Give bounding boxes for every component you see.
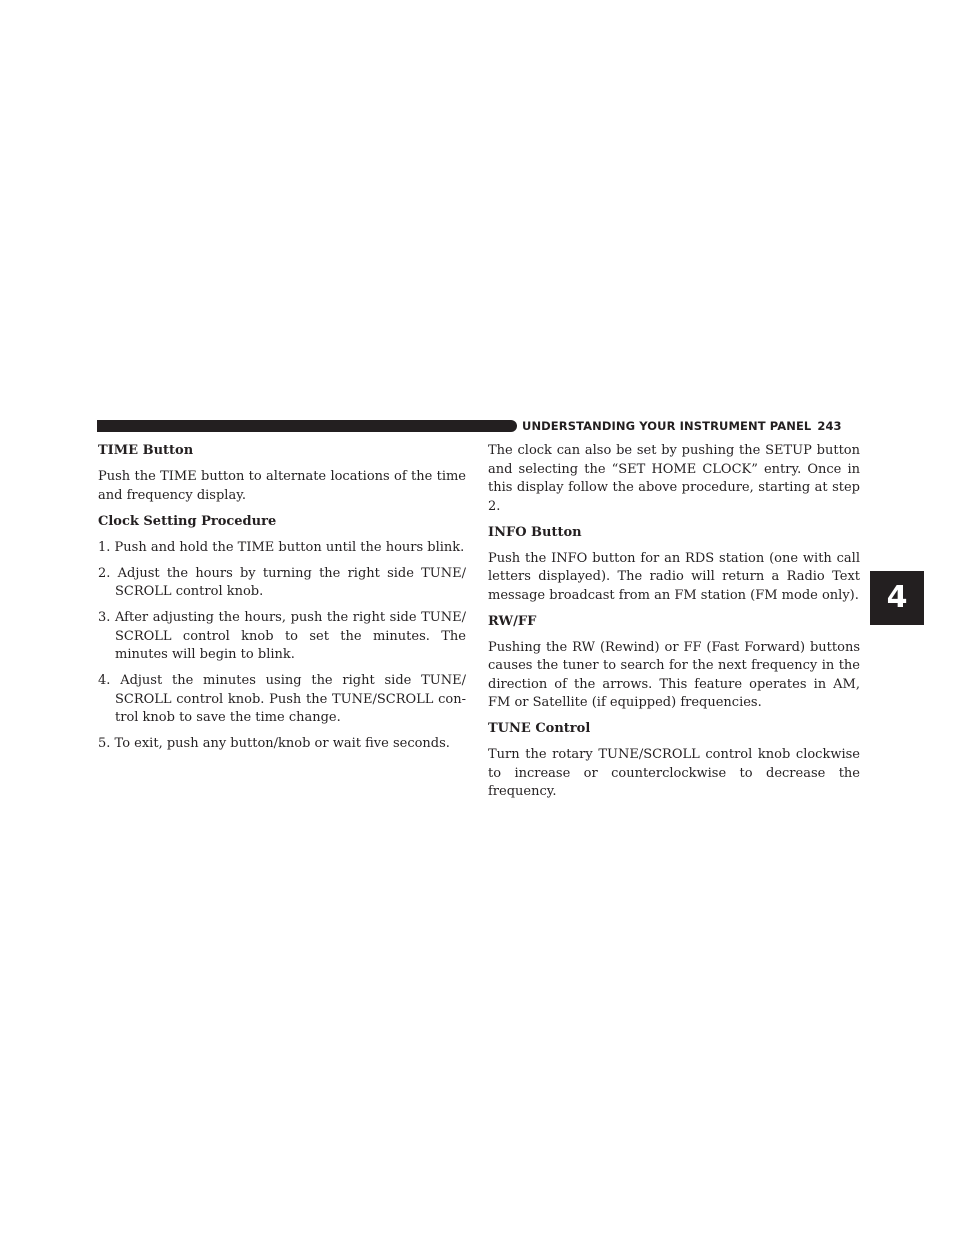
right-column bbox=[488, 442, 860, 809]
clock-setup-text: The clock can also be set by pushing the SETUP button and selecting the “SET HOME CLOCK” entry. Once in this display follow the above procedure, starting at step 2. bbox=[488, 443, 860, 514]
page-number: 243 bbox=[817, 419, 842, 433]
rwff-heading: RW/FF bbox=[488, 613, 537, 629]
section-title: UNDERSTANDING YOUR INSTRUMENT PANEL bbox=[522, 419, 812, 433]
clock-setting-heading: Clock Setting Procedure bbox=[98, 513, 277, 529]
info-button-heading: INFO Button bbox=[488, 524, 582, 540]
info-button-text: Push the INFO button for an RDS station (one with call letters displayed). The radio will return a Radio Text message broadcast from an FM station (FM mode only). bbox=[488, 550, 860, 603]
time-button-text: Push the TIME button to alternate locations of the time and frequency display. bbox=[98, 469, 466, 503]
chapter-tab: 4 bbox=[870, 571, 924, 625]
time-button-heading: TIME Button bbox=[98, 443, 194, 458]
left-column bbox=[98, 442, 466, 761]
rwff-text: Pushing the RW (Rewind) or FF (Fast Forward) buttons causes the tuner to search for the next frequency in the direction of the arrows. This feature operates in AM, FM or Satellite (if equipped) frequencies. bbox=[488, 639, 860, 710]
header-rule bbox=[97, 420, 517, 432]
step-item: 5. To exit, push any button/knob or wait five seconds. bbox=[98, 736, 450, 751]
tune-control-text: Turn the rotary TUNE/SCROLL control knob clockwise to increase or counterclockwise to decrease the frequency. bbox=[488, 747, 860, 799]
step-item: 4. Adjust the minutes using the right side TUNE/ SCROLL control knob. Push the TUNE/SCROLL con- trol knob to save the time change. bbox=[98, 673, 466, 725]
step-item: 1. Push and hold the TIME button until the hours blink. bbox=[98, 539, 465, 555]
tune-control-heading: TUNE Control bbox=[488, 721, 591, 736]
running-header bbox=[522, 419, 842, 433]
step-item: 3. After adjusting the hours, push the right side TUNE/ SCROLL control knob to set the minutes. The minutes will begin to blink. bbox=[98, 610, 466, 662]
step-item: 2. Adjust the hours by turning the right side TUNE/ SCROLL control knob. bbox=[98, 565, 466, 599]
